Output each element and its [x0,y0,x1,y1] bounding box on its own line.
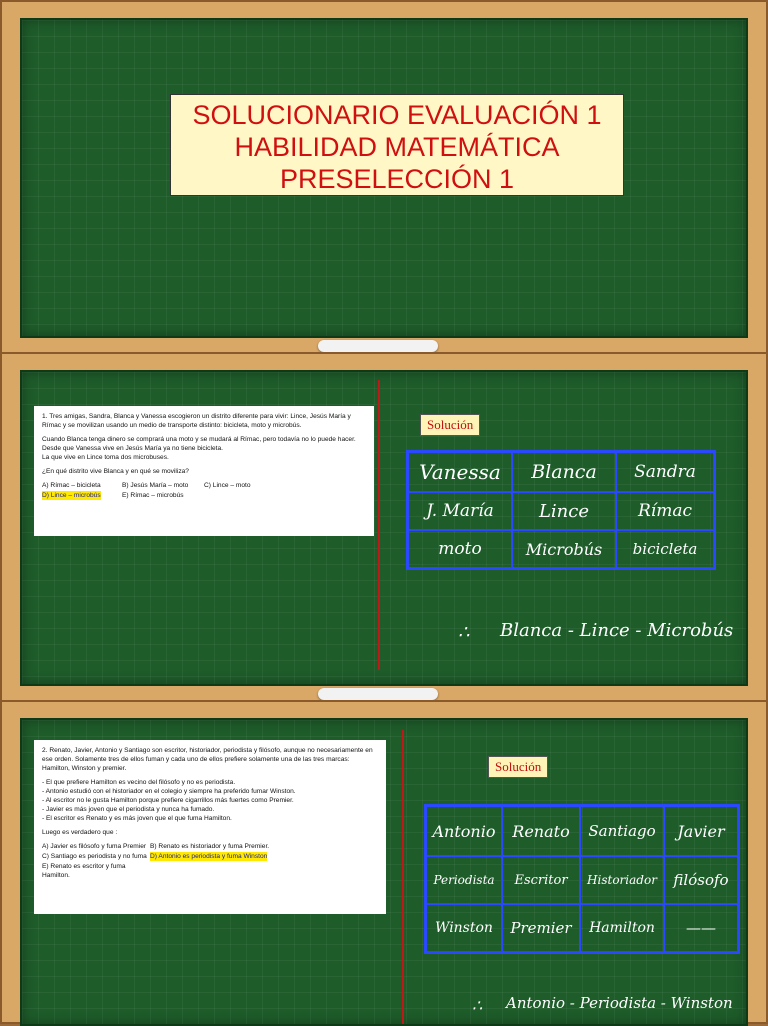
table-cell: Winston [426,904,502,952]
option-d-correct: D) Antonio es periodista y fuma Winston [150,853,268,860]
problem-question: ¿En qué distrito vive Blanca y en qué se moviliza? [42,468,189,475]
solution-label: Solución [420,414,480,436]
solution-table [406,450,716,570]
table-cell: Sandra [616,452,714,492]
therefore-symbol: ∴ [472,996,483,1015]
slide-title [0,0,768,356]
table-cell: Microbús [512,530,616,568]
option-b: B) Renato es historiador y fuma Premier. [150,843,270,850]
option-e: E) Renato es escritor y fuma Hamilton. [42,863,126,879]
problem-question: Luego es verdadero que : [42,829,118,836]
divider-line [402,730,404,1026]
option-b: B) Jesús María – moto [122,482,189,489]
problem-statement: 2. Renato, Javier, Antonio y Santiago son escritor, historiador, periodista y filósofo, aunque no necesariamente en ese orden. Solamente tres de ellos fuman y cada uno de ellos prefiere solamente una de las tres marcas: Hamilton, Winston y premier. [42,747,373,772]
problem-clue: Desde que Vanessa vive en Jesús María ya no tiene bicicleta. [42,445,223,452]
solution-table [424,804,740,954]
chalkboard [20,370,748,686]
title-line-1: SOLUCIONARIO EVALUACIÓN 1 [192,100,602,130]
table-cell: Vanessa [408,452,512,492]
table-cell: J. María [408,492,512,530]
title-line-3: PRESELECCIÓN 1 [279,164,515,194]
answer-text: Blanca - Lince - Microbús [500,620,734,641]
options-list [42,481,366,500]
table-cell: Santiago [580,806,664,856]
table-cell: Blanca [512,452,616,492]
problem-clue: Cuando Blanca tenga dinero se comprará una moto y se mudará al Rímac, pero todavía no lo puede hacer. [42,436,356,443]
chalkboard [20,718,748,1026]
table-cell: —— [664,904,738,952]
option-c: C) Lince – moto [204,482,251,489]
problem-card [34,740,386,914]
table-cell: Javier [664,806,738,856]
table-cell: filósofo [664,856,738,904]
option-a: A) Javier es filósofo y fuma Premier [42,843,147,850]
table-cell: Escritor [502,856,580,904]
divider-line [378,380,380,670]
eraser [318,340,438,352]
problem-statement: 1. Tres amigas, Sandra, Blanca y Vanessa escogieron un distrito diferente para vivir: Lince, Jesús María y Rímac y se movilizan usando un medio de transporte distinto: bicicleta, moto y microbús. [42,413,351,429]
option-d-correct: D) Lince – microbús [42,492,101,499]
table-cell: Historiador [580,856,664,904]
table-cell: Renato [502,806,580,856]
slide-problem-1 [0,352,768,704]
table-cell: Antonio [426,806,502,856]
problem-clue: - El escritor es Renato y es más joven que el que fuma Hamilton. [42,815,232,822]
table-cell: Lince [512,492,616,530]
problem-clue: - Antonio estudió con el historiador en el colegio y siempre ha preferido fumar Winston. [42,788,296,795]
option-e: E) Rímac – microbús [122,492,184,499]
problem-clue: - Javier es más joven que el periodista y nunca ha fumado. [42,806,215,813]
table-cell: Hamilton [580,904,664,952]
problem-clue: - El que prefiere Hamilton es vecino del filósofo y no es periodista. [42,779,236,786]
options-list [42,842,378,880]
problem-clue: La que vive en Lince toma dos microbuses. [42,454,169,461]
table-cell: moto [408,530,512,568]
answer-text: Antonio - Periodista - Winston [506,994,733,1012]
solution-label: Solución [488,756,548,778]
table-cell: Periodista [426,856,502,904]
problem-clue: - Al escritor no le gusta Hamilton porque prefiere cigarrillos más fuertes como Premier. [42,797,294,804]
slide-problem-2 [0,700,768,1024]
table-cell: Rímac [616,492,714,530]
option-a: A) Rímac – bicicleta [42,482,101,489]
eraser [318,688,438,700]
chalkboard [20,18,748,338]
problem-card [34,406,374,536]
title-line-2: HABILIDAD MATEMÁTICA [234,132,560,162]
table-cell: bicicleta [616,530,714,568]
option-c: C) Santiago es periodista y no fuma [42,853,147,860]
table-cell: Premier [502,904,580,952]
therefore-symbol: ∴ [458,622,470,643]
title-box [170,94,624,196]
